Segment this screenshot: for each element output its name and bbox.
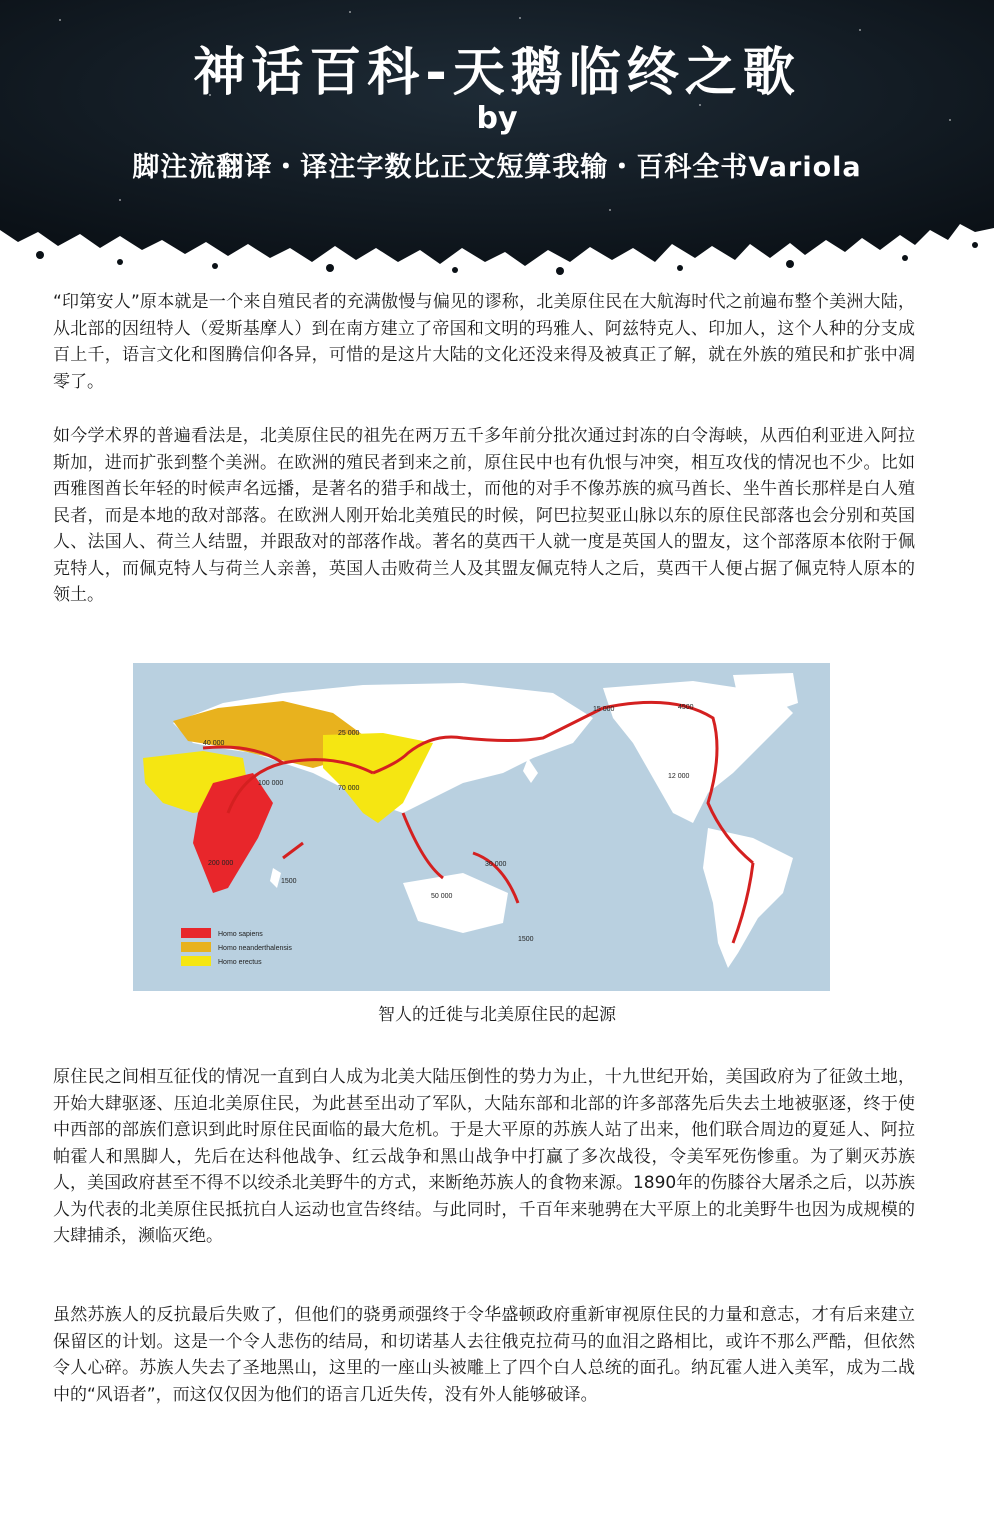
paragraph-4: 虽然苏族人的反抗最后失败了，但他们的骁勇顽强终于令华盛顿政府重新审视原住民的力量和意志，才有后来建立保留区的计划。这是一个令人悲伤的结局，和切诺基人去往俄克拉荷马的血泪之路相比，或许不那么严酷，但依然令人心碎。苏族人失去了圣地黑山，这里的一座山头被雕上了四个白人总统的面孔。纳瓦霍人进入美军，成为二战中的“风语者”，而这仅仅因为他们的语言几近失传，没有外人能够破译。	[53, 1305, 915, 1405]
migration-label: 4500	[678, 704, 694, 711]
translator-credit: 脚注流翻译・译注字数比正文短算我输・百科全书Variola	[132, 152, 862, 183]
migration-map-figure	[133, 663, 830, 991]
migration-label: 30 000	[485, 861, 507, 868]
migration-label: 200 000	[208, 860, 234, 867]
paragraph-1: “印第安人”原本就是一个来自殖民者的充满傲慢与偏见的谬称，北美原住民在大航海时代之前遍布整个美洲大陆，从北部的因纽特人（爱斯基摩人）到在南方建立了帝国和文明的玛雅人、阿兹特克人、印加人，这个人种的分支成百上千，语言文化和图腾信仰各异，可惜的是这片大陆的文化还没来得及被真正了解，就在外族的殖民和扩张中凋零了。	[53, 292, 915, 392]
migration-label: 50 000	[431, 893, 453, 900]
migration-label: 1500	[518, 936, 534, 943]
paragraph-3: 原住民之间相互征伐的情况一直到白人成为北美大陆压倒性的势力为止，十九世纪开始，美国政府为了征敛土地，开始大肆驱逐、压迫北美原住民，为此甚至出动了军队，大陆东部和北部的许多部落先后失去土地被驱逐，终于使中西部的部族们意识到此时原住民面临的最大危机。于是大平原的苏族人站了出来，他们联合周边的夏延人、阿拉帕霍人和黑脚人，先后在达科他战争、红云战争和黑山战争中打赢了多次战役，令美军死伤惨重。为了剿灭苏族人，美国政府甚至不得不以绞杀北美野牛的方式，来断绝苏族人的食物来源。1890年的伤膝谷大屠杀之后，以苏族人为代表的北美原住民抵抗白人运动也宣告终结。与此同时，千百年来驰骋在大平原上的北美野牛也因为成规模的大肆捕杀，濒临灭绝。	[53, 1067, 915, 1246]
legend-label: Homo neanderthalensis	[218, 945, 292, 952]
header-banner	[0, 0, 994, 275]
paragraph-2: 如今学术界的普遍看法是，北美原住民的祖先在两万五千多年前分批次通过封冻的白令海峡，从西伯利亚进入阿拉斯加，进而扩张到整个美洲。在欧洲的殖民者到来之前，原住民中也有仇恨与冲突，相互攻伐的情况也不少。比如西雅图酋长年轻的时候声名远播，是著名的猎手和战士，而他的对手不像苏族的疯马酋长、坐牛酋长那样是白人殖民者，而是本地的敌对部落。在欧洲人刚开始北美殖民的时候，阿巴拉契亚山脉以东的原住民部落也会分别和英国人、法国人、荷兰人结盟，并跟敌对的部落作战。著名的莫西干人就一度是英国人的盟友，这个部落原本依附于佩克特人，而佩克特人与荷兰人亲善，英国人击败荷兰人及其盟友佩克特人之后，莫西干人便占据了佩克特人原本的领土。	[53, 426, 915, 605]
legend-swatch	[181, 956, 211, 966]
world-map	[133, 663, 830, 991]
migration-label: 70 000	[338, 785, 360, 792]
byline: by	[476, 101, 518, 136]
legend-swatch	[181, 928, 211, 938]
migration-label: 1500	[281, 878, 297, 885]
legend-label: Homo sapiens	[218, 931, 263, 938]
migration-label: 12 000	[668, 773, 690, 780]
migration-label: 25 000	[338, 730, 360, 737]
figure-caption: 智人的迁徙与北美原住民的起源	[378, 1005, 616, 1025]
migration-label: 15 000	[593, 706, 615, 713]
migration-label: 100 000	[258, 780, 284, 787]
legend-label: Homo erectus	[218, 959, 262, 966]
page-title: 神话百科-天鹅临终之歌	[193, 43, 801, 103]
legend-swatch	[181, 942, 211, 952]
migration-label: 40 000	[203, 740, 225, 747]
